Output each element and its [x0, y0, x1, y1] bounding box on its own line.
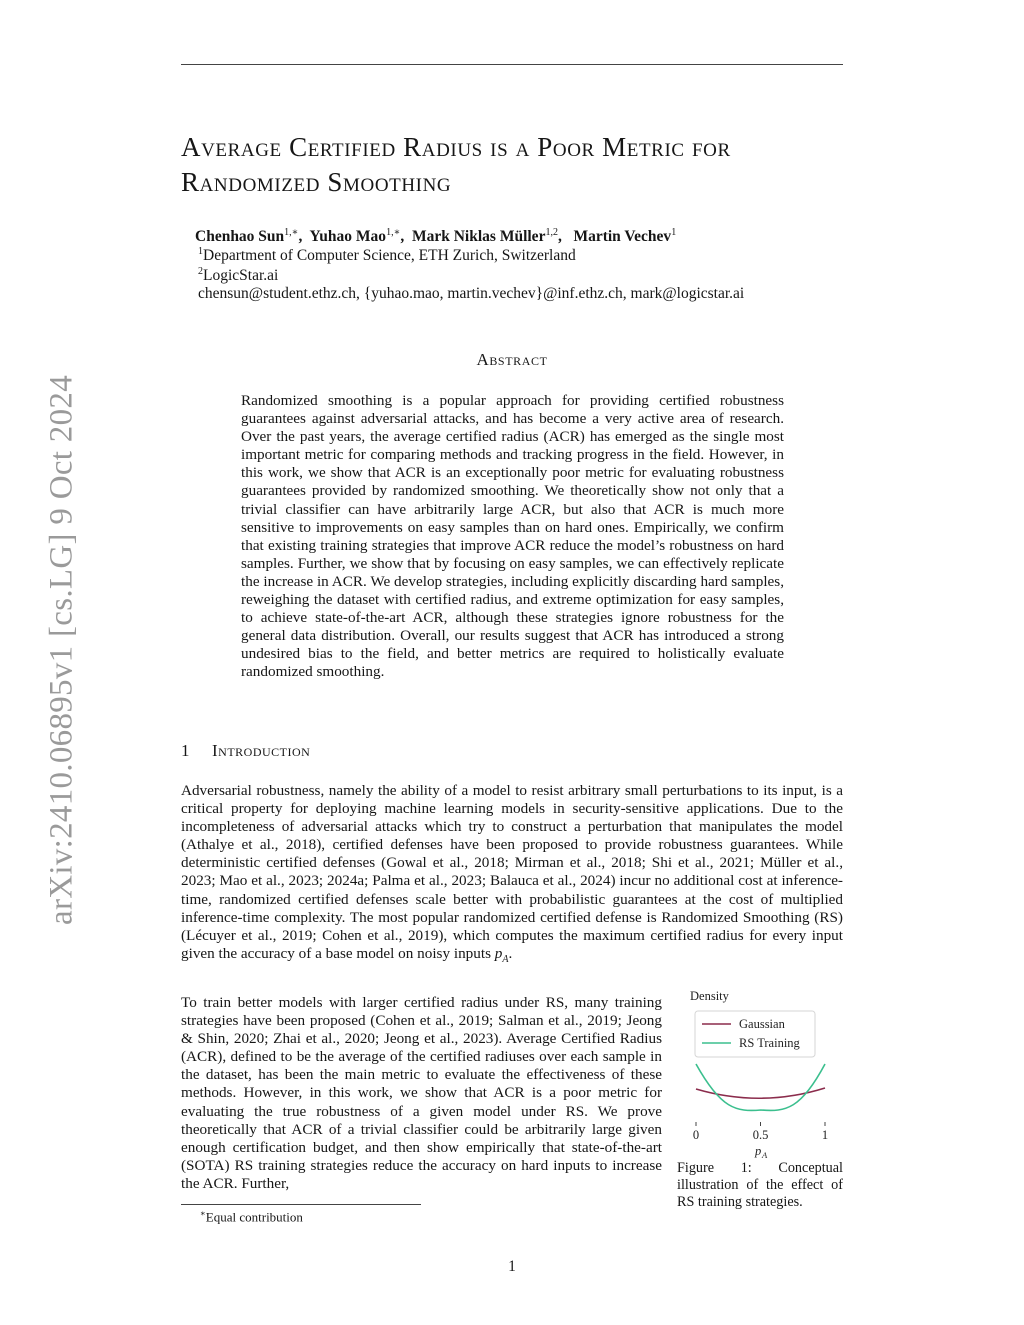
- density-plot: [676, 984, 846, 1162]
- x-axis-label: p: [755, 1144, 762, 1158]
- author-name: Martin Vechev: [573, 228, 672, 246]
- author-affil-mark: 1,∗: [284, 227, 299, 238]
- footnote-text: Equal contribution: [205, 1209, 303, 1225]
- rs-training-curve: [696, 1064, 825, 1110]
- footnote: [200, 1208, 303, 1225]
- author-name: Mark Niklas Müller: [411, 228, 546, 246]
- footnote-mark: ∗: [200, 1208, 206, 1218]
- top-rule: [181, 64, 843, 65]
- affiliation-1: $^1$Department of Computer Science, ETH Zurich, Switzerland: [198, 246, 576, 265]
- abstract-heading: Abstract: [476, 350, 548, 369]
- author-name: Chenhao Sun: [195, 228, 285, 246]
- legend-rs-label: RS Training: [739, 1036, 800, 1050]
- intro-paragraph-1: Adversarial robustness, namely the ability of a model to resist arbitrary small perturbations to its input, is a critical property for deploying machine learning models in security-sensitive applications. Due to the incompleteness of adversarial attacks which try to construct a perturbation that manipulates the model (Athalye et al., 2018), certified defenses have been proposed to provide robustness guarantees. While deterministic certified defenses (Gowal et al., 2018; Mirman et al., 2018; Shi et al., 2021; Müller et al., 2023; Mao et al., 2023; 2024a; Palma et al., 2023; Balauca et al., 2024) incur no additional cost at inference-time, randomized certified defenses scale better with probabilistic guarantees at the cost of multiplied inference-time complexity. The most popular randomized certified defense is Randomized Smoothing (RS) (Lécuyer et al., 2019; Cohen et al., 2019), which computes the maximum certified radius for every input given the accuracy of a base model on noisy inputs $p_A$.: [181, 782, 843, 965]
- math-p: p: [494, 944, 503, 962]
- paper-title: [181, 130, 861, 200]
- footnote-rule: [181, 1204, 421, 1205]
- y-axis-label: Density: [690, 989, 729, 1003]
- figure-1: [676, 984, 846, 1162]
- affiliation-2: $^2$LogicStar.ai: [198, 266, 279, 285]
- author-name: Yuhao Mao: [309, 228, 387, 246]
- section-title: Introduction: [212, 741, 311, 760]
- abstract-text: Randomized smoothing is a popular approach for providing certified robustness guarantees against adversarial attacks, and has become a very active area of research. Over the past years, the average certified radius (ACR) has emerged as the single most important metric for comparing methods and tracking progress in the field. However, in this work, we show that ACR is an exceptionally poor metric for evaluating robustness guarantees provided by randomized smoothing. We theoretically show not only that a trivial classifier can have arbitrarily large ACR, but also that ACR is much more sensitive to improvements on easy samples than on hard ones. Empirically, we confirm that existing training strategies that improve ACR reduce the model’s robustness on hard samples. Further, we show that by focusing on easy samples, we can effectively replicate the increase in ACR. We develop strategies, including explicitly discarding hard samples, reweighing the dataset with certified radius, and extreme optimization for easy samples, to achieve state-of-the-art ACR, although these strategies ignore robustness for the general data distribution. Overall, our results suggest that ACR has introduced a strong undesired bias to the field, and better metrics are required to holistically evaluate randomized smoothing.: [241, 392, 784, 681]
- x-tick-label-0-5: 0.5: [752, 1128, 769, 1142]
- legend-gaussian-label: Gaussian: [739, 1017, 785, 1031]
- math-sub-a: A: [502, 953, 509, 965]
- figure-caption: Figure 1: Conceptual illustration of the effect of RS training strategies.: [677, 1160, 843, 1210]
- x-tick-label-0: 0: [692, 1128, 700, 1142]
- author-affil-mark: 1: [671, 227, 677, 238]
- author-affil-mark: 1,∗: [386, 227, 401, 238]
- intro-paragraph-2: To train better models with larger certified radius under RS, many training strategies have been proposed (Cohen et al., 2019; Salman et al., 2019; Jeong & Shin, 2020; Zhai et al., 2020; Jeong et al., 2023). Average Certified Radius (ACR), defined to be the average of the certified radiuses over each sample in the dataset, has been the main metric to evaluate the effectiveness of these methods. However, in this work, we show that ACR is a poor metric for evaluating the true robustness of a given model under RS. We prove theoretically that ACR of a trivial classifier could be arbitrarily large given enough certification budget, and then show empirically that state-of-the-art (SOTA) RS training strategies reduce the accuracy on hard inputs to increase the ACR. Further,: [181, 994, 662, 1192]
- section-number: 1: [181, 741, 190, 760]
- author-affil-mark: 1,2: [545, 227, 558, 238]
- page-number: 1: [508, 1258, 516, 1275]
- x-tick-label-1: 1: [821, 1128, 829, 1142]
- title-line-2: Randomized Smoothing: [181, 167, 452, 197]
- title-line-1: Average Certified Radius is a Poor Metric for: [181, 132, 731, 162]
- arxiv-identifier: arXiv:2410.06895v1 [cs.LG] 9 Oct 2024: [43, 374, 80, 926]
- author-emails: chensun@student.ethz.ch, {yuhao.mao, martin.vechev}@inf.ethz.ch, mark@logicstar.ai: [198, 285, 745, 302]
- author-list: Chenhao Sun$^{1,∗}$, Yuhao Mao$^{1,∗}$, Mark Niklas Müller$^{1,2}$, Martin Vechev$^1$: [195, 227, 677, 246]
- section-heading: [181, 741, 310, 761]
- x-axis-label-sub: A: [762, 1150, 768, 1160]
